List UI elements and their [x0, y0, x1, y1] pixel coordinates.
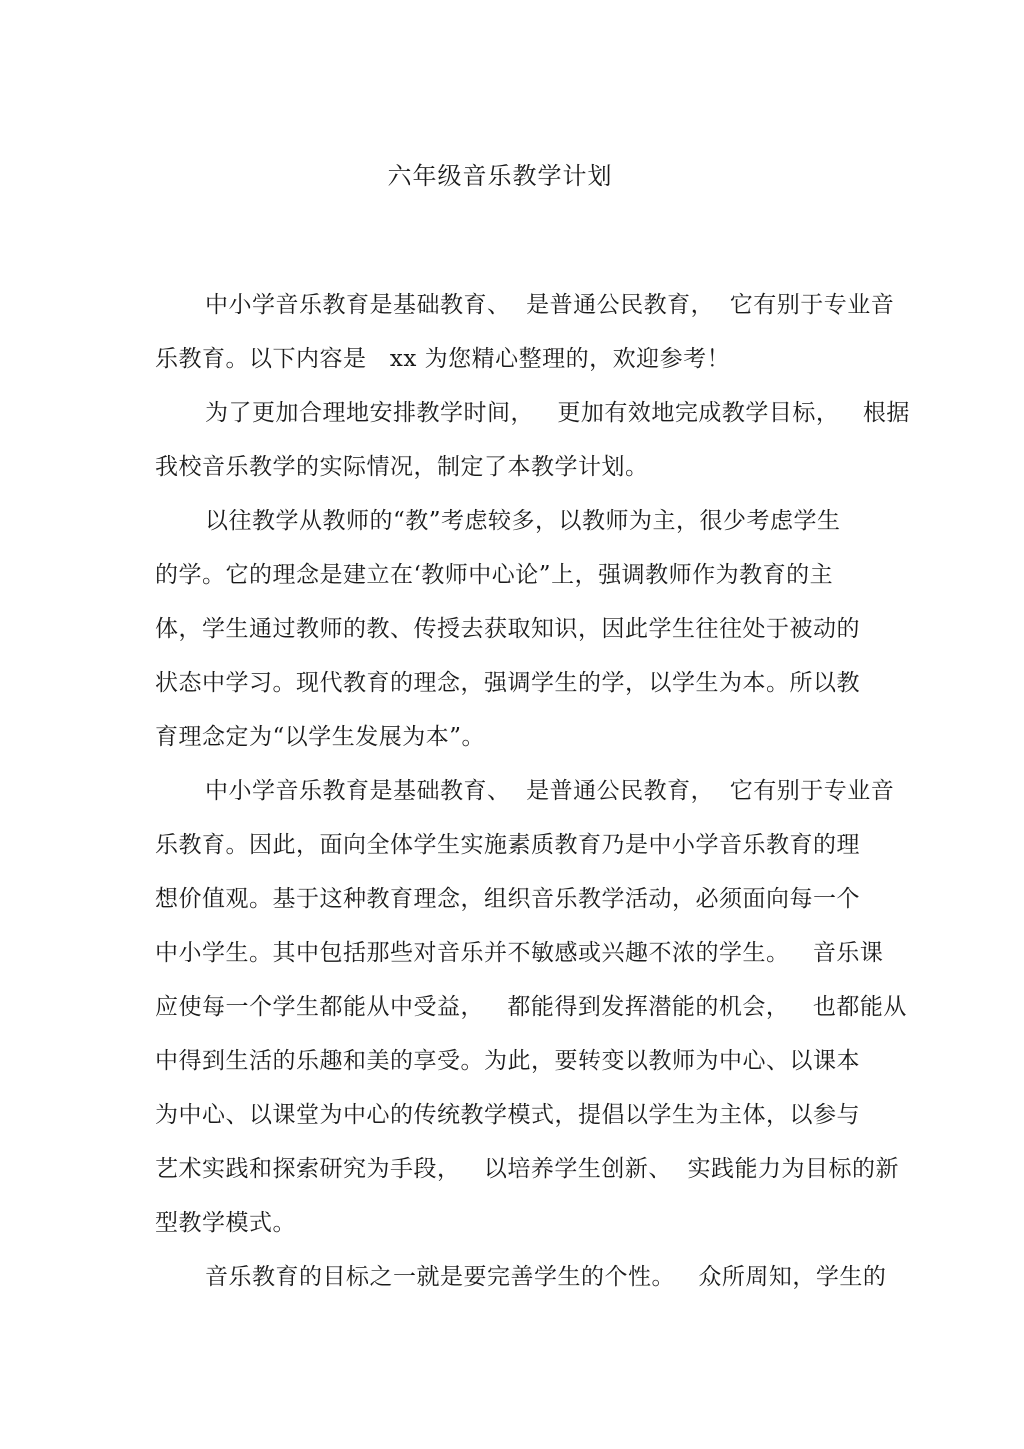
paragraph-4-line-4: 中小学生。其中包括那些对音乐并不敏感或兴趣不浓的学生。 音乐课 — [155, 940, 884, 966]
paragraph-3-line-4: 状态中学习。现代教育的理念，强调学生的学，以学生为本。所以教 — [155, 670, 860, 696]
paragraph-4-line-3: 想价值观。基于这种教育理念，组织音乐教学活动，必须面向每一个 — [155, 886, 860, 912]
paragraph-4-line-5: 应使每一个学生都能从中受益， 都能得到发挥潜能的机会， 也都能从 — [155, 994, 907, 1020]
paragraph-4-line-1: 中小学音乐教育是基础教育、 是普通公民教育， 它有别于专业音 — [205, 778, 895, 804]
paragraph-3-line-3: 体，学生通过教师的教、传授去获取知识，因此学生往往处于被动的 — [155, 616, 860, 642]
paragraph-3-line-5: 育理念定为“以学生发展为本”。 — [155, 724, 486, 750]
paragraph-2-line-2: 我校音乐教学的实际情况，制定了本教学计划。 — [155, 454, 649, 480]
paragraph-4-line-8: 艺术实践和探索研究为手段， 以培养学生创新、 实践能力为目标的新 — [155, 1156, 900, 1182]
paragraph-3-line-2: 的学。它的理念是建立在‘教师中心论”上，强调教师作为教育的主 — [155, 562, 834, 588]
paragraph-1-line-1: 中小学音乐教育是基础教育、 是普通公民教育， 它有别于专业音 — [205, 292, 895, 318]
paragraph-4-line-2: 乐教育。因此，面向全体学生实施素质教育乃是中小学音乐教育的理 — [155, 832, 860, 858]
paragraph-4-line-9: 型教学模式。 — [155, 1210, 296, 1236]
paragraph-4-line-6: 中得到生活的乐趣和美的享受。为此，要转变以教师为中心、以课本 — [155, 1048, 860, 1074]
paragraph-4-line-7: 为中心、以课堂为中心的传统教学模式，提倡以学生为主体，以参与 — [155, 1102, 860, 1128]
paragraph-1-line-2: 乐教育。以下内容是 xx 为您精心整理的，欢迎参考！ — [155, 346, 731, 372]
document-title: 六年级音乐教学计划 — [387, 162, 613, 190]
paragraph-2-line-1: 为了更加合理地安排教学时间， 更加有效地完成教学目标， 根据 — [205, 400, 910, 426]
paragraph-3-line-1: 以往教学从教师的“教”考虑较多，以教师为主，很少考虑学生 — [205, 508, 841, 534]
paragraph-5-line-1: 音乐教育的目标之一就是要完善学生的个性。 众所周知，学生的 — [205, 1264, 887, 1290]
